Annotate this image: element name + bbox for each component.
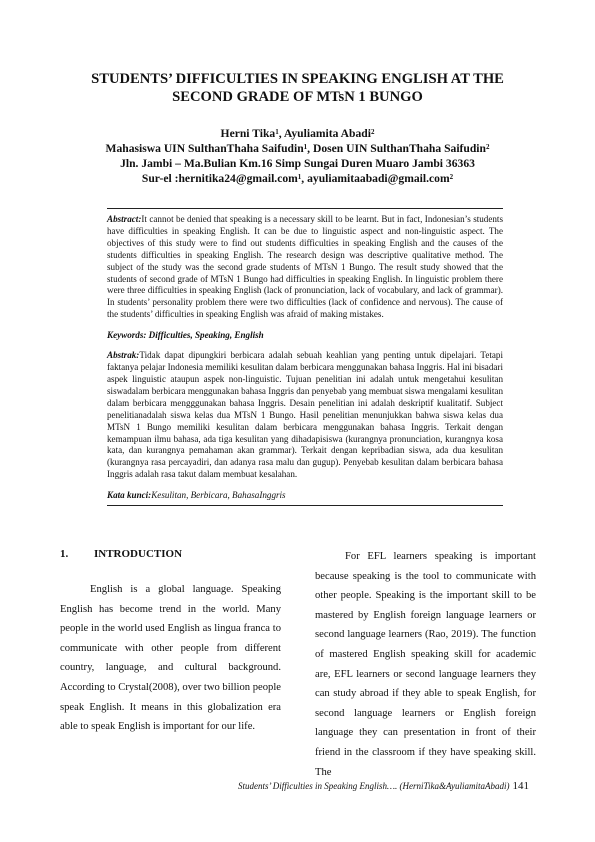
title-line-1: STUDENTS’ DIFFICULTIES IN SPEAKING ENGLISH AT THE <box>91 71 504 87</box>
section-number: 1. <box>60 548 69 560</box>
email-2: , ayuliamitaabadi@gmail.com <box>301 172 450 185</box>
affiliation-1-sup: 1 <box>303 143 308 151</box>
body-paragraph: For EFL learners speaking is important because speaking is the tool to communicate with other people. Speaking is the important skill to be mastered by English foreign language learners or second language learners (Rao, 2019). The function of mastered English speaking skill for academic are, EFL learners or second language learners they can study abroad if they able to speak English, for second language learners or English foreign language they can presentation in front of their friend in the classroom if they have speaking skill. The <box>315 551 536 778</box>
kata-kunci-label: Kata kunci: <box>107 490 152 501</box>
author-names <box>60 126 535 141</box>
section-heading <box>60 548 182 560</box>
author-address: Jln. Jambi – Ma.Bulian Km.16 Simp Sungai Duren Muaro Jambi 36363 <box>120 157 475 170</box>
affiliation-2: , Dosen UIN SulthanThaha Saifudin <box>307 142 486 155</box>
abstrak-text: Tidak dapat dipungkiri berbicara adalah sebuah keahlian yang penting untuk dipelajari. Tetapi faktanya pelajar Indonesia memiliki kesulitan dalam berbicara menggunakan bahasa Inggris. Hal ini bisadari aspek linguistic ataupun aspek non-linguistic. Tujuan penelitian ini adalah untuk mengetahui kesulitan siswadalam berbicara menggunakan bahasa Inggris dan penyebab yang membuat siswa mengalami kesulitan dalam berbicara mengggunakan bahasa Inggris. Desain penelitian ini adalah deskriptif kualitatif. Subject penelitianadalah siswa kelas dua MTsN 1 Bungo. Hasil penelitian menunjukkan bahwa siswa kelas dua MTsN 1 Bungo memiliki kesulitan dalam berbicara menggunakan bahasa Inggris. Terkait dengan kemampuan ilmu bahasa, ada tiga kesulitan yang dihadapisiswa (kurangnya pronunciation, kurangnya kosa kata, dan kurangnya pemahaman akan grammar). Terkait dengan kepribadian siswa, ada dua kesulitan (kurangnya rasa percayadiri, dan adanya rasa malu dan gugup). Penyebab kesulitan dalam berbicara bahasa Inggris adalah rasa takut dalam membuat kesalahan. <box>107 350 503 480</box>
body-paragraph: English is a global language. Speaking English has become trend in the world. Many people in the world used English as lingua franca to communicate with other people from different country, language, and cultural background. According to Crystal(2008), over two billion people speak English. It means in this globalization era able to speak English is important for our life. <box>60 584 281 733</box>
affiliation-2-sup: 2 <box>485 143 490 151</box>
abstract-box <box>107 208 503 506</box>
abstract-bottom-rule <box>107 505 503 506</box>
running-title: Students’ Difficulties in Speaking English…. (HerniTika&AyuliamitaAbadi) <box>238 781 510 791</box>
paper-title <box>60 70 535 106</box>
abstract-top-rule <box>107 208 503 209</box>
abstract-label: Abstract: <box>107 214 142 224</box>
author-emails <box>60 171 535 186</box>
author-1-sup: 1 <box>275 128 279 136</box>
abstract-indonesian <box>107 350 503 481</box>
section-title: INTRODUCTION <box>94 548 183 560</box>
kata-kunci-text: Kesulitan, Berbicara, BahasaInggris <box>151 490 286 501</box>
body-column-left <box>60 580 281 737</box>
email-1: Sur-el :hernitika24@gmail.com <box>141 172 298 185</box>
abstract-text: It cannot be denied that speaking is a necessary skill to be learnt. But in fact, Indonesian’s students have difficulties in speaking English. It can be due to linguistic aspect and non-linguistic aspect. The objectives of this study were to find out students difficulties in speaking English and the causes of the students difficulties in speaking English. The research design was descriptive qualitative method. The subject of the study was the second grade students of MTsN 1 Bungo. The result study showed that the students of second grade of MTsN 1 Bungo had difficulties in speaking English. In linguistic problem there were three difficulties in speaking English (lack of pronunciation, lack of vocabulary, and lack of grammar). In students’ personality problem there were two difficulties (lack of confidence and nervous). The cause of the students’ difficulties in speaking English was afraid of making mistakes. <box>107 214 503 320</box>
author-block <box>60 126 535 186</box>
page-number: 141 <box>512 780 529 792</box>
page-footer <box>238 780 529 792</box>
abstract-english <box>107 214 503 321</box>
author-2-name: , Ayuliamita Abadi <box>278 127 371 140</box>
author-1-name: Herni Tika <box>220 127 276 140</box>
keywords: Keywords: Difficulties, Speaking, English <box>107 330 264 341</box>
abstrak-label: Abstrak: <box>107 350 140 361</box>
author-2-sup: 2 <box>370 128 375 136</box>
body-column-right <box>315 547 536 782</box>
kata-kunci <box>107 489 503 501</box>
email-2-sup: 2 <box>449 173 454 181</box>
author-affiliation <box>60 141 535 156</box>
affiliation-1: Mahasiswa UIN SulthanThaha Saifudin <box>105 142 304 155</box>
email-1-sup: 1 <box>297 173 302 181</box>
title-line-2: SECOND GRADE OF MTsN 1 BUNGO <box>172 89 423 105</box>
